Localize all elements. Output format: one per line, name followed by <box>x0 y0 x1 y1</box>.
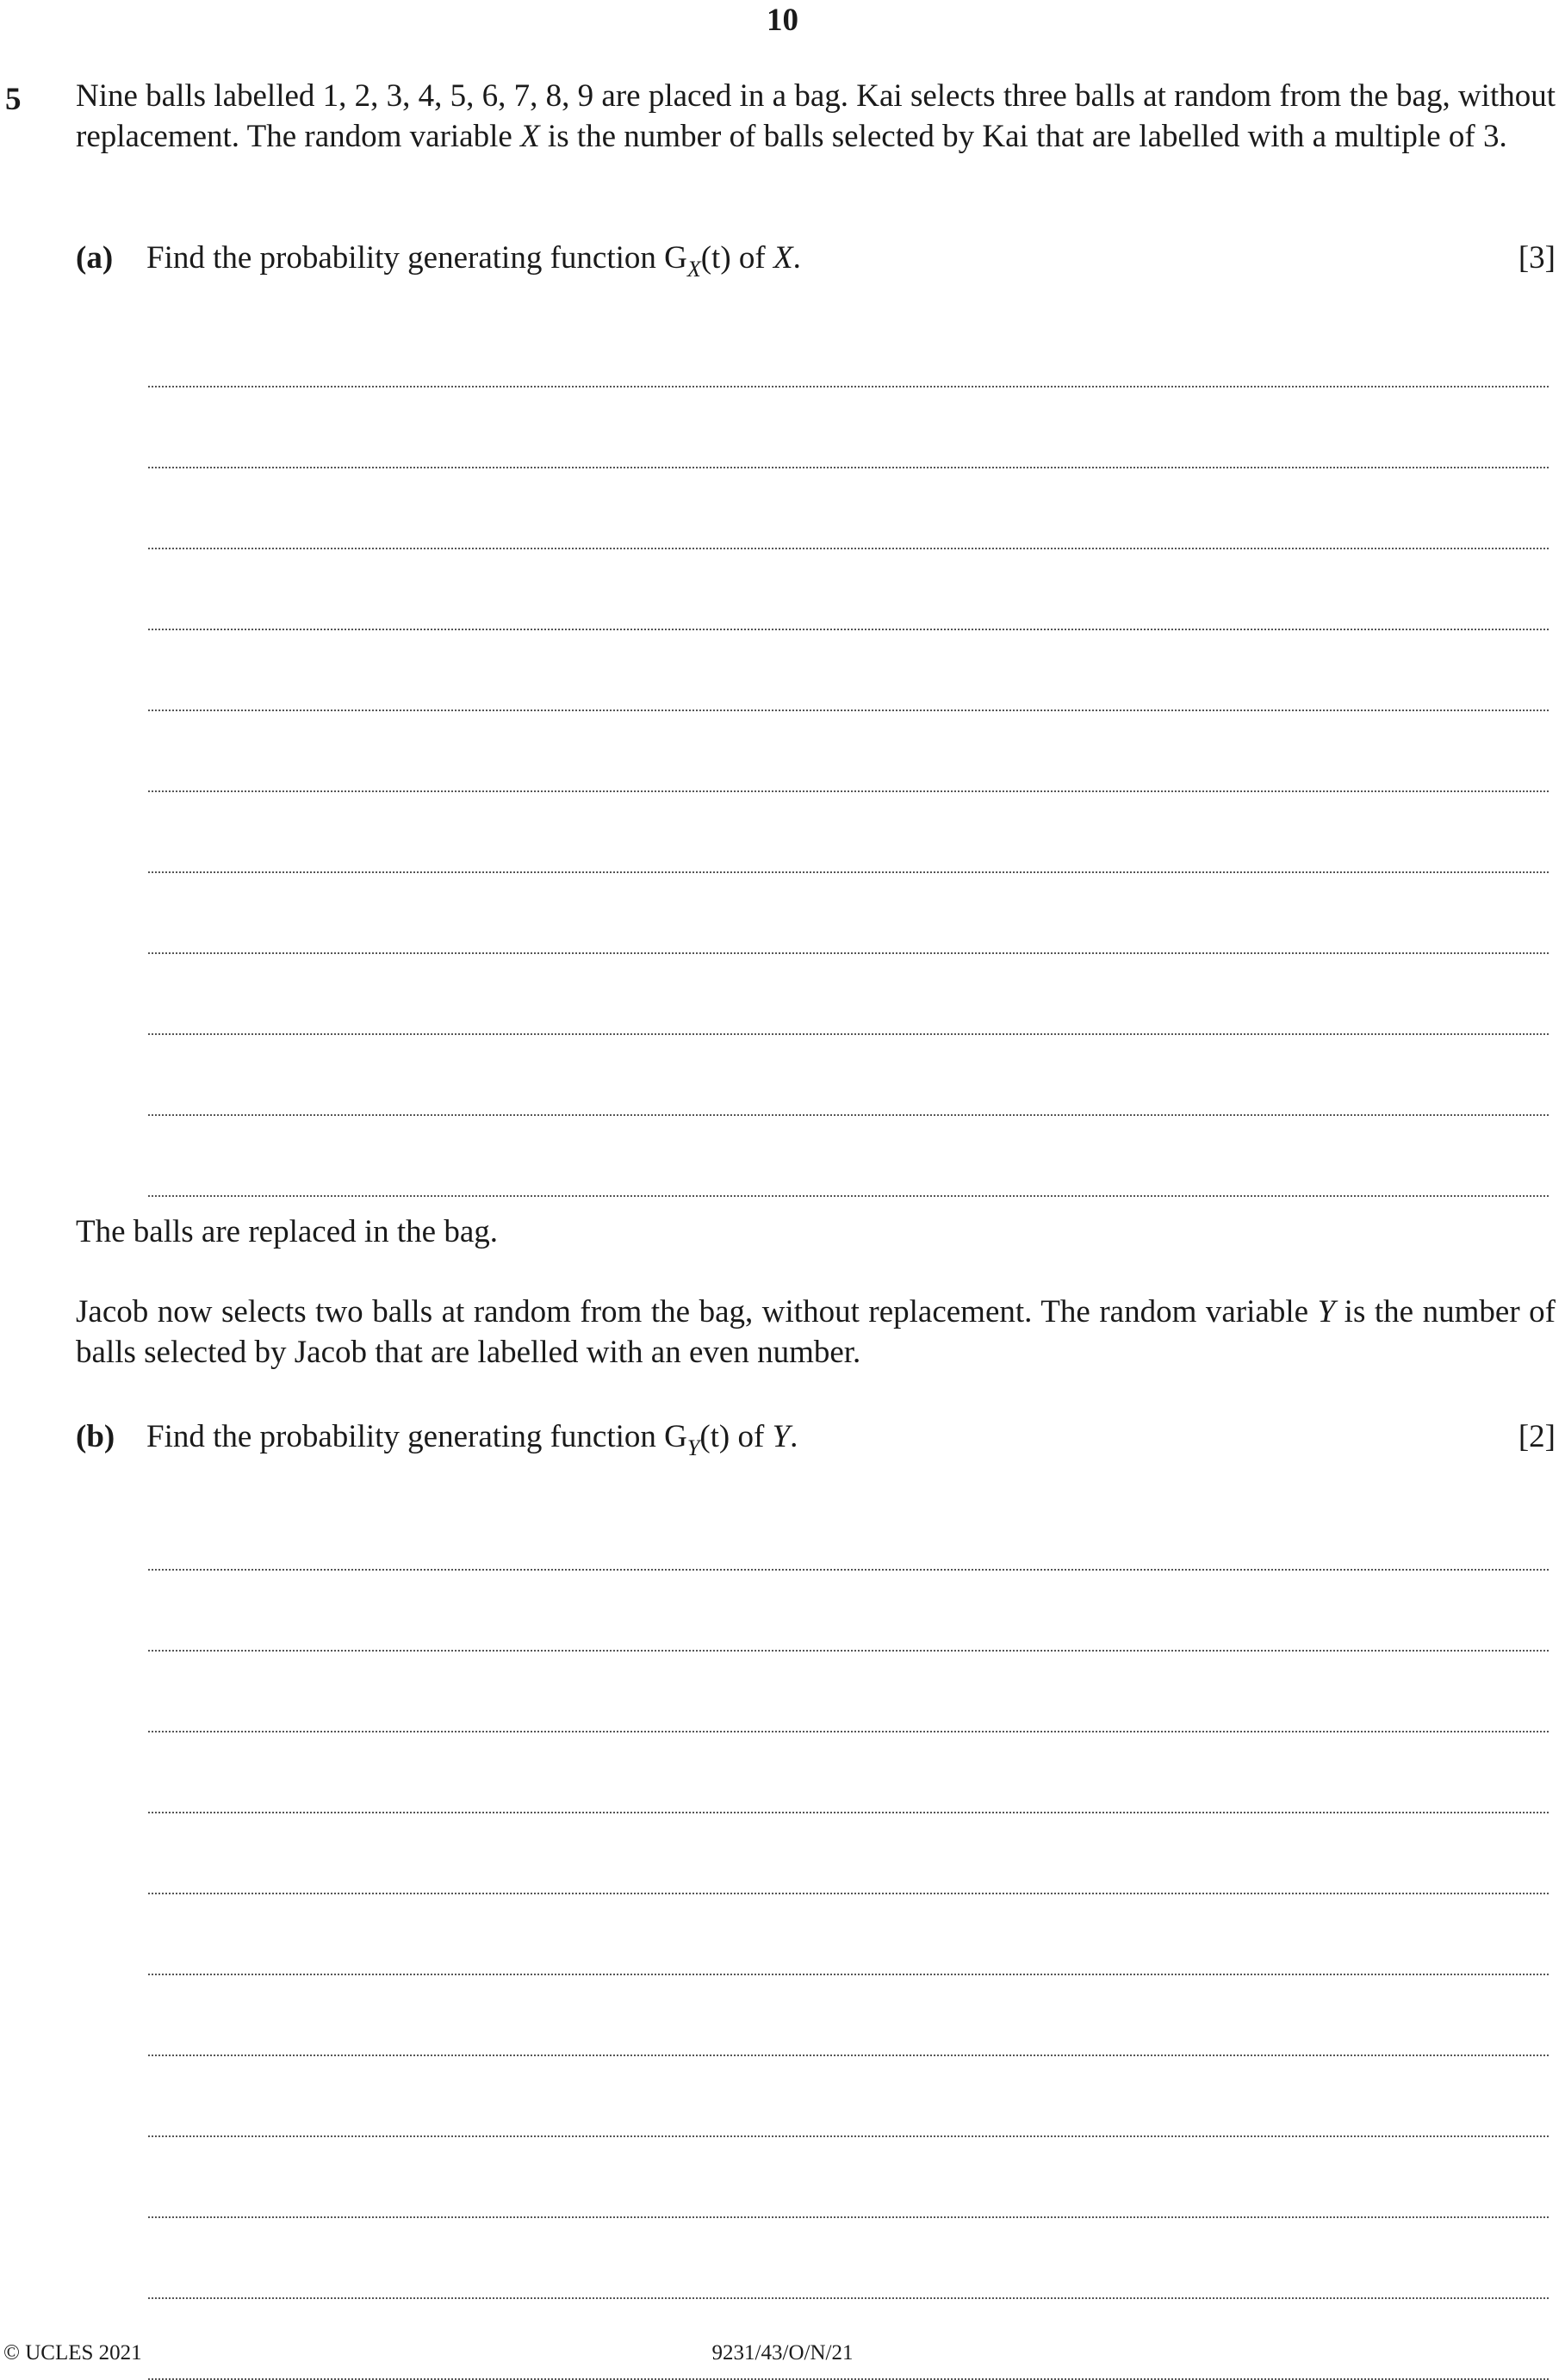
answer-line[interactable] <box>148 792 1549 873</box>
part-b-marks: [2] <box>1518 1419 1556 1454</box>
answer-line[interactable] <box>148 1035 1549 1116</box>
part-b-subscript: Y <box>686 1435 700 1460</box>
part-a-prompt <box>146 238 801 282</box>
footer-copyright: © UCLES 2021 <box>3 2341 142 2365</box>
part-a-arg: (t) <box>700 240 731 276</box>
answer-line[interactable] <box>148 387 1549 468</box>
balls-replaced-text: The balls are replaced in the bag. <box>76 1214 499 1249</box>
answer-line[interactable] <box>148 1652 1549 1732</box>
part-a-variable: X <box>773 240 793 276</box>
part-b-text: Find the probability generating function G <box>146 1419 687 1454</box>
answer-line[interactable] <box>148 1571 1549 1652</box>
answer-line[interactable] <box>148 630 1549 711</box>
part-a-marks: [3] <box>1518 240 1556 276</box>
answer-line[interactable] <box>148 2218 1549 2299</box>
answer-line[interactable] <box>148 1732 1549 1813</box>
question-intro <box>76 76 1556 157</box>
jacob-text <box>76 1292 1556 1373</box>
page-number: 10 <box>767 3 798 38</box>
answer-line[interactable] <box>148 1116 1549 1197</box>
jacob-text-2: is the number of balls selected by Jacob that are labelled with an even number. <box>76 1294 1556 1370</box>
part-b-prompt <box>146 1416 798 1460</box>
answer-area-b[interactable] <box>148 1490 1549 2380</box>
answer-area-a[interactable] <box>148 307 1549 1197</box>
answer-line[interactable] <box>148 2137 1549 2218</box>
part-b-label: (b) <box>76 1419 115 1454</box>
part-a-subscript: X <box>686 257 701 282</box>
answer-line[interactable] <box>148 1975 1549 2056</box>
part-b-text-end: . <box>790 1419 798 1454</box>
answer-line[interactable] <box>148 1490 1549 1571</box>
answer-line[interactable] <box>148 711 1549 792</box>
part-b-text-mid: of <box>730 1419 773 1454</box>
part-b-variable: Y <box>772 1419 791 1454</box>
question-number: 5 <box>5 82 22 117</box>
part-b-arg: (t) <box>699 1419 730 1454</box>
answer-line[interactable] <box>148 468 1549 549</box>
answer-line[interactable] <box>148 1894 1549 1975</box>
answer-line[interactable] <box>148 954 1549 1035</box>
part-a-text: Find the probability generating function G <box>146 240 687 276</box>
intro-variable: X <box>520 119 540 154</box>
answer-line[interactable] <box>148 2056 1549 2137</box>
jacob-variable: Y <box>1317 1294 1336 1329</box>
jacob-text-1: Jacob now selects two balls at random from the bag, without replacement. The random variable <box>76 1294 1318 1329</box>
intro-text-1: Nine balls labelled 1, 2, 3, 4, 5, 6, 7, 8, 9 are placed in a bag. Kai selects three balls at random from the bag, without replacement. The random variable <box>76 78 1556 154</box>
intro-text-2: is the number of balls selected by Kai that are labelled with a multiple of 3. <box>539 119 1507 154</box>
part-a-text-mid: of <box>730 240 773 276</box>
answer-line[interactable] <box>148 549 1549 630</box>
answer-line[interactable] <box>148 873 1549 954</box>
answer-line[interactable] <box>148 1813 1549 1894</box>
part-a-label: (a) <box>76 240 114 276</box>
answer-line[interactable] <box>148 2299 1549 2380</box>
answer-line[interactable] <box>148 307 1549 387</box>
footer-paper-code: 9231/43/O/N/21 <box>711 2341 854 2365</box>
part-a-text-end: . <box>792 240 801 276</box>
